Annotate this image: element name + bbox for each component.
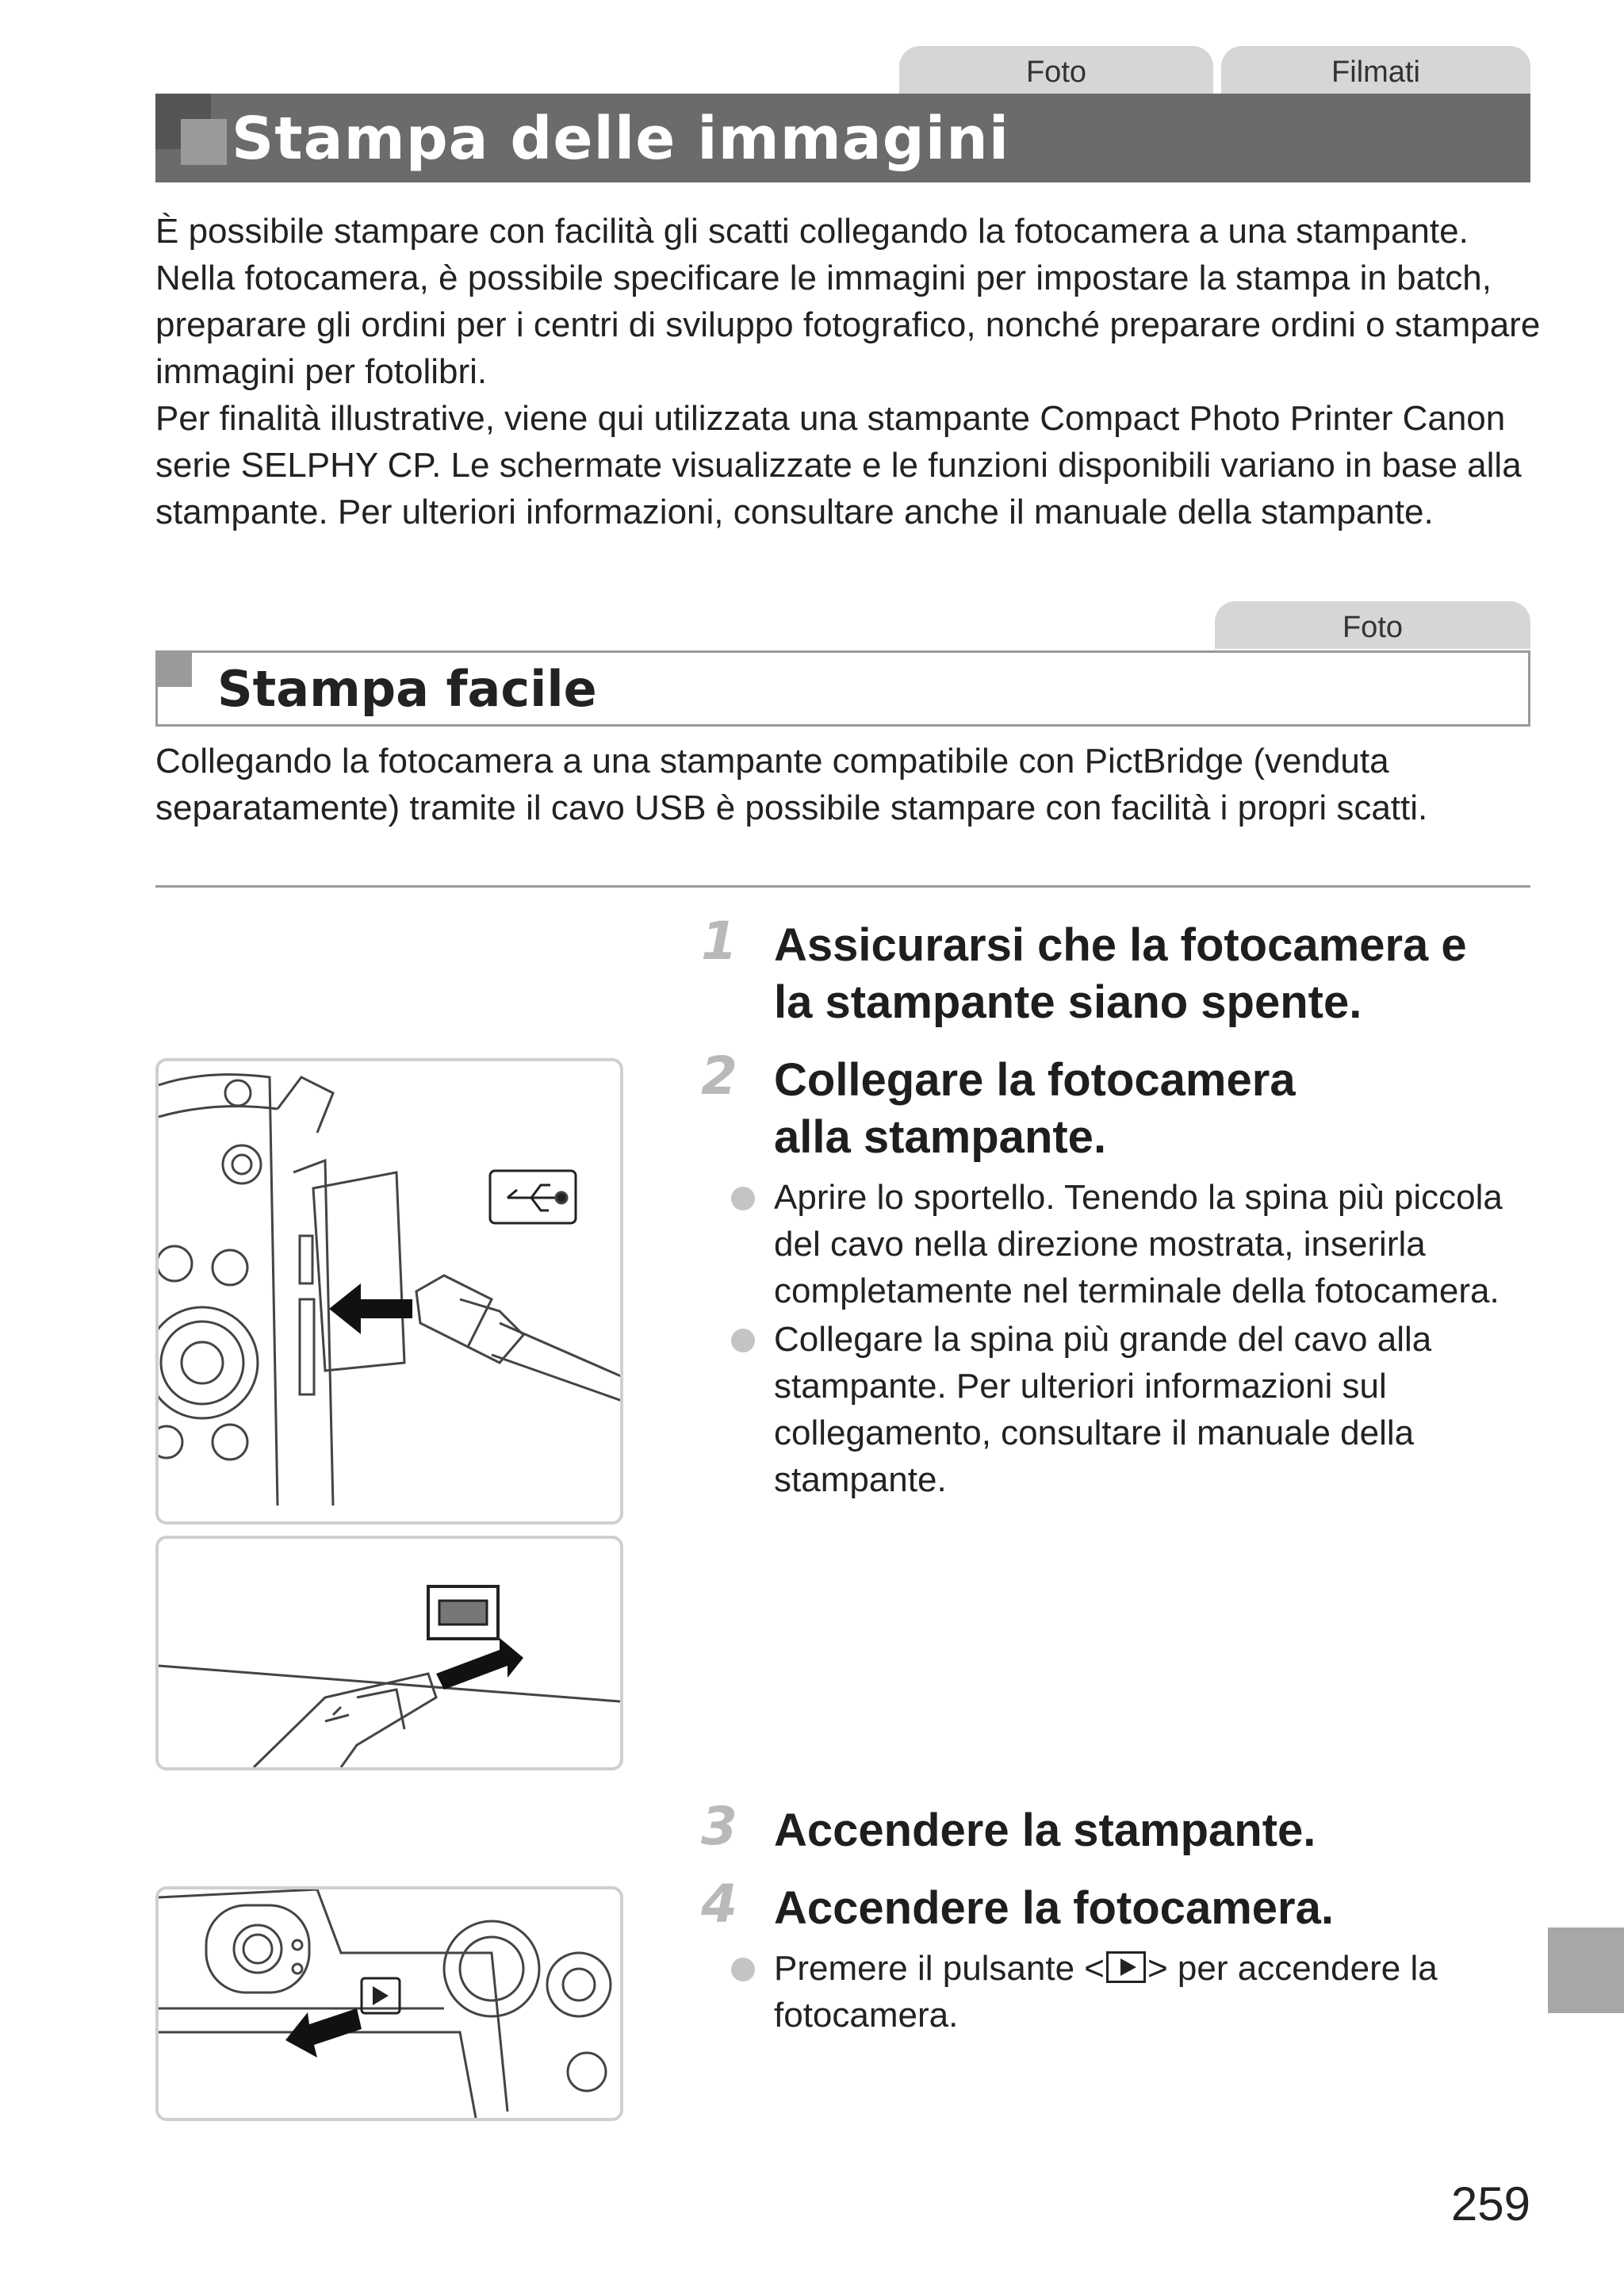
step-number-4: 4 — [701, 1874, 737, 1935]
bullet-text: Aprire lo sportello. Tenendo la spina più piccola del cavo nella direzione mostrata, inserirla completamente nel terminale della fotocamera. — [774, 1178, 1503, 1310]
step-2-bullets — [730, 1174, 1530, 1503]
step-title-1: Assicurarsi che la fotocamera e la stampante siano spente. — [774, 919, 1467, 1028]
tab-foto: Foto — [899, 46, 1213, 94]
intro-paragraph-2: Per finalità illustrative, viene qui utilizzata una stampante Compact Photo Printer Canon serie SELPHY CP. Le schermate visualizzate e le funzioni disponibili variano in base alla stampante. Per ulteriori informazioni, consultare anche il manuale della stampante. — [155, 399, 1522, 531]
step-number-2: 2 — [701, 1045, 737, 1107]
step-title-3: Accendere la stampante. — [774, 1805, 1316, 1856]
page-number: 259 — [1450, 2177, 1530, 2231]
bullet-dot — [731, 1958, 755, 1981]
playback-button-illustration — [155, 1886, 623, 2121]
title-square-light — [181, 119, 227, 165]
section-title: Stampa facile — [217, 660, 597, 718]
intro-text — [155, 208, 1551, 535]
bullet-text-after: > per accendere la fotocamera. — [774, 1949, 1438, 2035]
bullet-text: Collegare la spina più grande del cavo alla stampante. Per ulteriori informazioni sul collegamento, consultare il manuale della stampante. — [774, 1320, 1432, 1499]
printer-usb-port-illustration — [155, 1536, 623, 1770]
step-2-bullet-1 — [730, 1174, 1530, 1314]
camera-usb-svg — [159, 1061, 620, 1521]
chapter-thumb-tab — [1548, 1928, 1624, 2013]
step-2-bullet-2 — [730, 1316, 1530, 1503]
step-title-4: Accendere la fotocamera. — [774, 1882, 1334, 1934]
bullet-dot — [731, 1329, 755, 1352]
step-4-bullets — [730, 1945, 1530, 2039]
bullet-text-before: Premere il pulsante < — [774, 1949, 1105, 1988]
step-title-2: Collegare la fotocamera alla stampante. — [774, 1054, 1296, 1163]
step-number-1: 1 — [701, 911, 737, 972]
printer-usb-svg — [159, 1539, 620, 1767]
camera-usb-port-illustration — [155, 1058, 623, 1525]
playback-button-icon — [1106, 1951, 1146, 1983]
playback-button-svg — [159, 1889, 620, 2118]
page-title: Stampa delle immagini — [232, 105, 1010, 173]
tab-filmati: Filmati — [1221, 46, 1530, 94]
step-4-bullet-1 — [730, 1945, 1530, 2039]
step-number-3: 3 — [701, 1796, 737, 1857]
section-tab-foto: Foto — [1215, 601, 1530, 649]
section-square — [155, 650, 192, 687]
section-divider — [155, 885, 1530, 888]
intro-paragraph-1: È possibile stampare con facilità gli scatti collegando la fotocamera a una stampante. Nella fotocamera, è possibile specificare le immagini per impostare la stampa in batch, preparare gli ordini per i centri di sviluppo fotografico, nonché preparare ordini o stampare immagini per fotolibri. — [155, 212, 1541, 391]
section-description: Collegando la fotocamera a una stampante compatibile con PictBridge (venduta separatamente) tramite il cavo USB è possibile stampare con facilità i propri scatti. — [155, 742, 1428, 827]
bullet-dot — [731, 1187, 755, 1210]
